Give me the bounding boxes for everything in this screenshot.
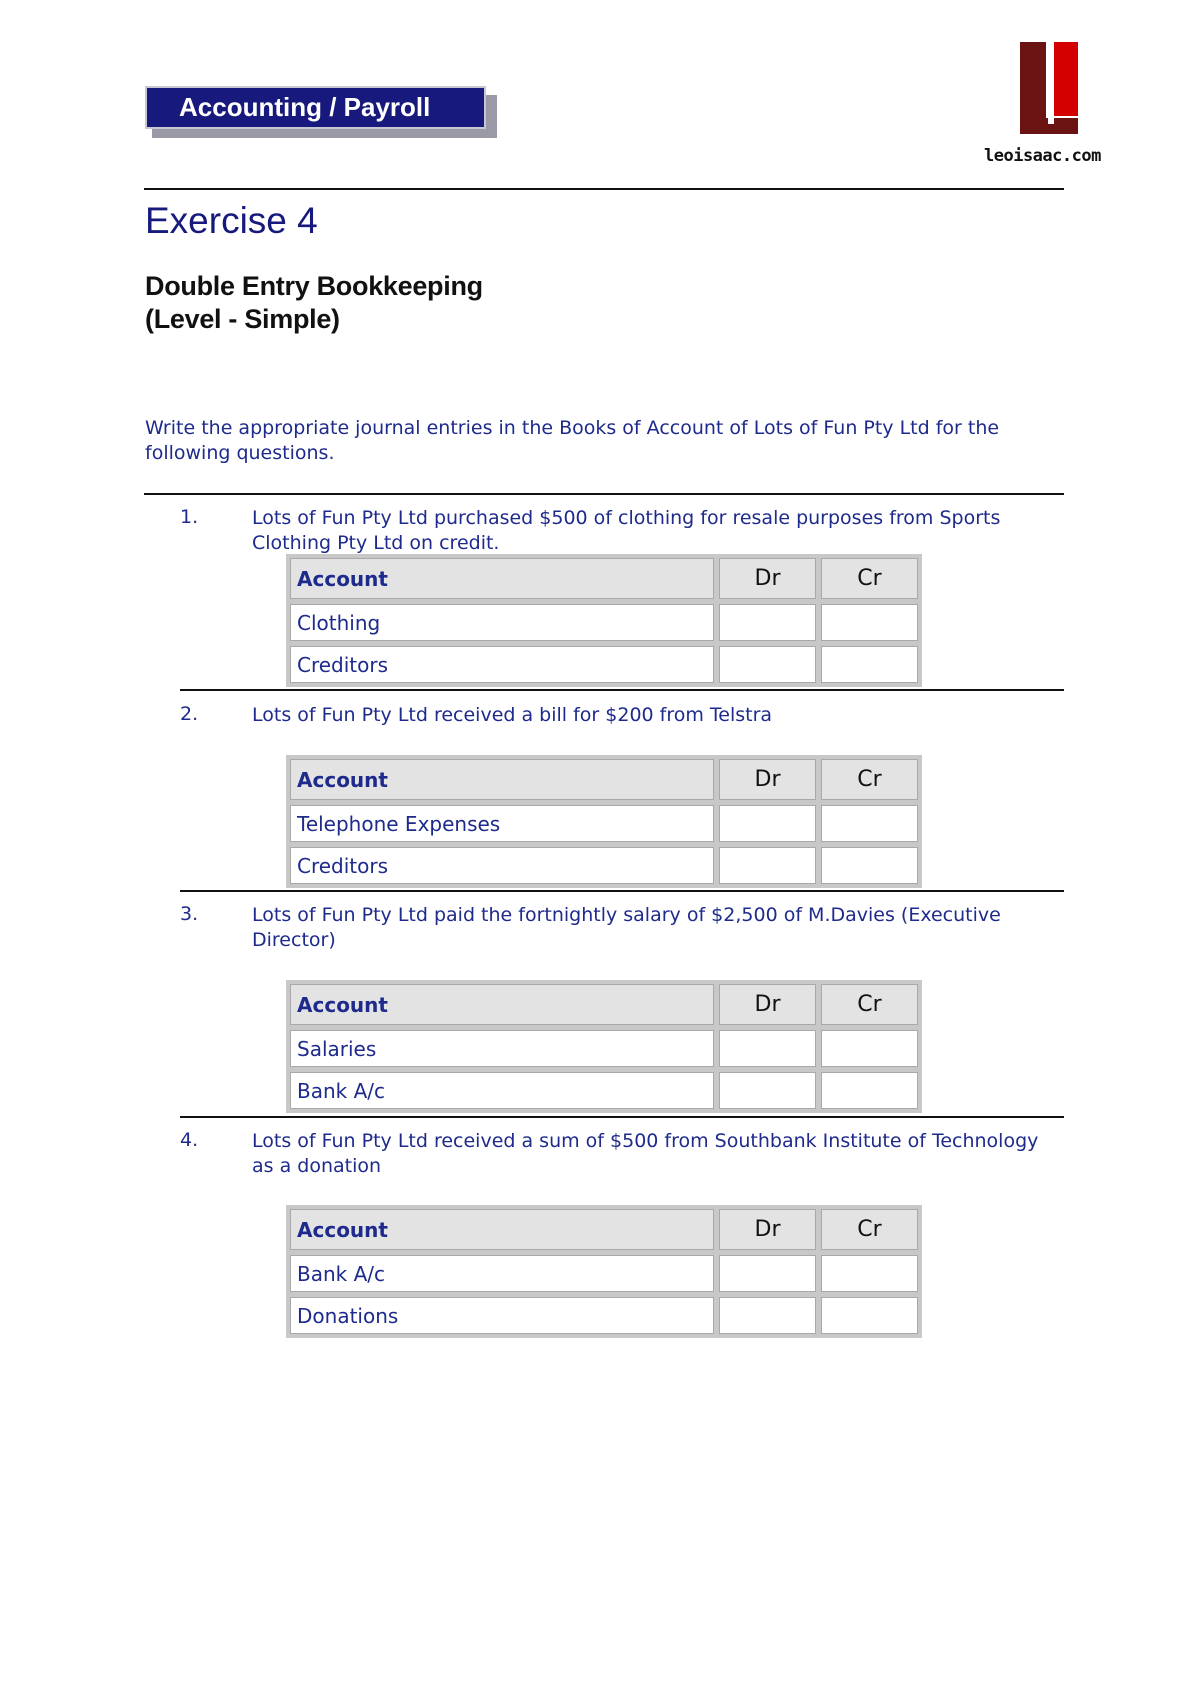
logo-letter-i bbox=[1054, 42, 1078, 116]
debit-column-header: Dr bbox=[719, 558, 816, 599]
debit-entry-cell[interactable] bbox=[719, 1072, 816, 1109]
question-number: 4. bbox=[180, 1129, 199, 1151]
table-header-row bbox=[290, 759, 918, 800]
table-row bbox=[290, 1030, 918, 1067]
account-column-header: Account bbox=[290, 558, 714, 599]
question-divider bbox=[180, 890, 1064, 892]
account-name-cell: Donations bbox=[290, 1297, 714, 1334]
debit-entry-cell[interactable] bbox=[719, 847, 816, 884]
logo-wordmark: leoisaac.com bbox=[984, 146, 1101, 166]
page-subtitle bbox=[145, 270, 483, 336]
table-row bbox=[290, 847, 918, 884]
credit-column-header: Cr bbox=[821, 558, 918, 599]
account-column-header: Account bbox=[290, 984, 714, 1025]
subtitle-line-1: Double Entry Bookkeeping bbox=[145, 271, 483, 301]
credit-entry-cell[interactable] bbox=[821, 604, 918, 641]
question-divider bbox=[180, 689, 1064, 691]
question-number: 2. bbox=[180, 703, 199, 725]
credit-entry-cell[interactable] bbox=[821, 1030, 918, 1067]
account-name-cell: Creditors bbox=[290, 847, 714, 884]
table-header-row bbox=[290, 984, 918, 1025]
question-number: 3. bbox=[180, 903, 199, 925]
question-text: Lots of Fun Pty Ltd received a bill for $200 from Telstra bbox=[252, 704, 773, 726]
table-header-row bbox=[290, 1209, 918, 1250]
account-column-header: Account bbox=[290, 759, 714, 800]
account-name-cell: Bank A/c bbox=[290, 1255, 714, 1292]
debit-column-header: Dr bbox=[719, 984, 816, 1025]
instructions-text: Write the appropriate journal entries in the Books of Account of Lots of Fun Pty Ltd for the following questions. bbox=[145, 417, 1000, 464]
credit-entry-cell[interactable] bbox=[821, 1255, 918, 1292]
logo-dot bbox=[1048, 118, 1054, 124]
credit-column-header: Cr bbox=[821, 984, 918, 1025]
table-header-row bbox=[290, 558, 918, 599]
account-name-cell: Creditors bbox=[290, 646, 714, 683]
table-row bbox=[290, 1255, 918, 1292]
header-divider bbox=[144, 188, 1064, 190]
table-row bbox=[290, 646, 918, 683]
table-row bbox=[290, 805, 918, 842]
subtitle-line-2: (Level - Simple) bbox=[145, 304, 340, 334]
page-title: Exercise 4 bbox=[145, 200, 318, 241]
credit-entry-cell[interactable] bbox=[821, 1072, 918, 1109]
credit-entry-cell[interactable] bbox=[821, 1297, 918, 1334]
journal-table bbox=[286, 980, 922, 1113]
journal-table bbox=[286, 755, 922, 888]
question-divider bbox=[180, 1116, 1064, 1118]
debit-entry-cell[interactable] bbox=[719, 1255, 816, 1292]
table-row bbox=[290, 1072, 918, 1109]
account-name-cell: Bank A/c bbox=[290, 1072, 714, 1109]
question-text: Lots of Fun Pty Ltd paid the fortnightly salary of $2,500 of M.Davies (Executive Director) bbox=[252, 904, 1001, 951]
account-name-cell: Salaries bbox=[290, 1030, 714, 1067]
credit-entry-cell[interactable] bbox=[821, 847, 918, 884]
credit-entry-cell[interactable] bbox=[821, 646, 918, 683]
section-banner: Accounting / Payroll bbox=[145, 86, 486, 129]
account-column-header: Account bbox=[290, 1209, 714, 1250]
credit-column-header: Cr bbox=[821, 1209, 918, 1250]
question-number: 1. bbox=[180, 506, 199, 528]
debit-column-header: Dr bbox=[719, 759, 816, 800]
table-row bbox=[290, 1297, 918, 1334]
debit-column-header: Dr bbox=[719, 1209, 816, 1250]
question-text: Lots of Fun Pty Ltd received a sum of $500 from Southbank Institute of Technology as a donation bbox=[252, 1130, 1039, 1177]
debit-entry-cell[interactable] bbox=[719, 1030, 816, 1067]
debit-entry-cell[interactable] bbox=[719, 1297, 816, 1334]
debit-entry-cell[interactable] bbox=[719, 604, 816, 641]
account-name-cell: Clothing bbox=[290, 604, 714, 641]
table-row bbox=[290, 604, 918, 641]
journal-table bbox=[286, 1205, 922, 1338]
account-name-cell: Telephone Expenses bbox=[290, 805, 714, 842]
question-text: Lots of Fun Pty Ltd purchased $500 of clothing for resale purposes from Sports Clothing Pty Ltd on credit. bbox=[252, 507, 1001, 554]
journal-table bbox=[286, 554, 922, 687]
question-divider bbox=[144, 493, 1064, 495]
credit-entry-cell[interactable] bbox=[821, 805, 918, 842]
credit-column-header: Cr bbox=[821, 759, 918, 800]
debit-entry-cell[interactable] bbox=[719, 805, 816, 842]
debit-entry-cell[interactable] bbox=[719, 646, 816, 683]
